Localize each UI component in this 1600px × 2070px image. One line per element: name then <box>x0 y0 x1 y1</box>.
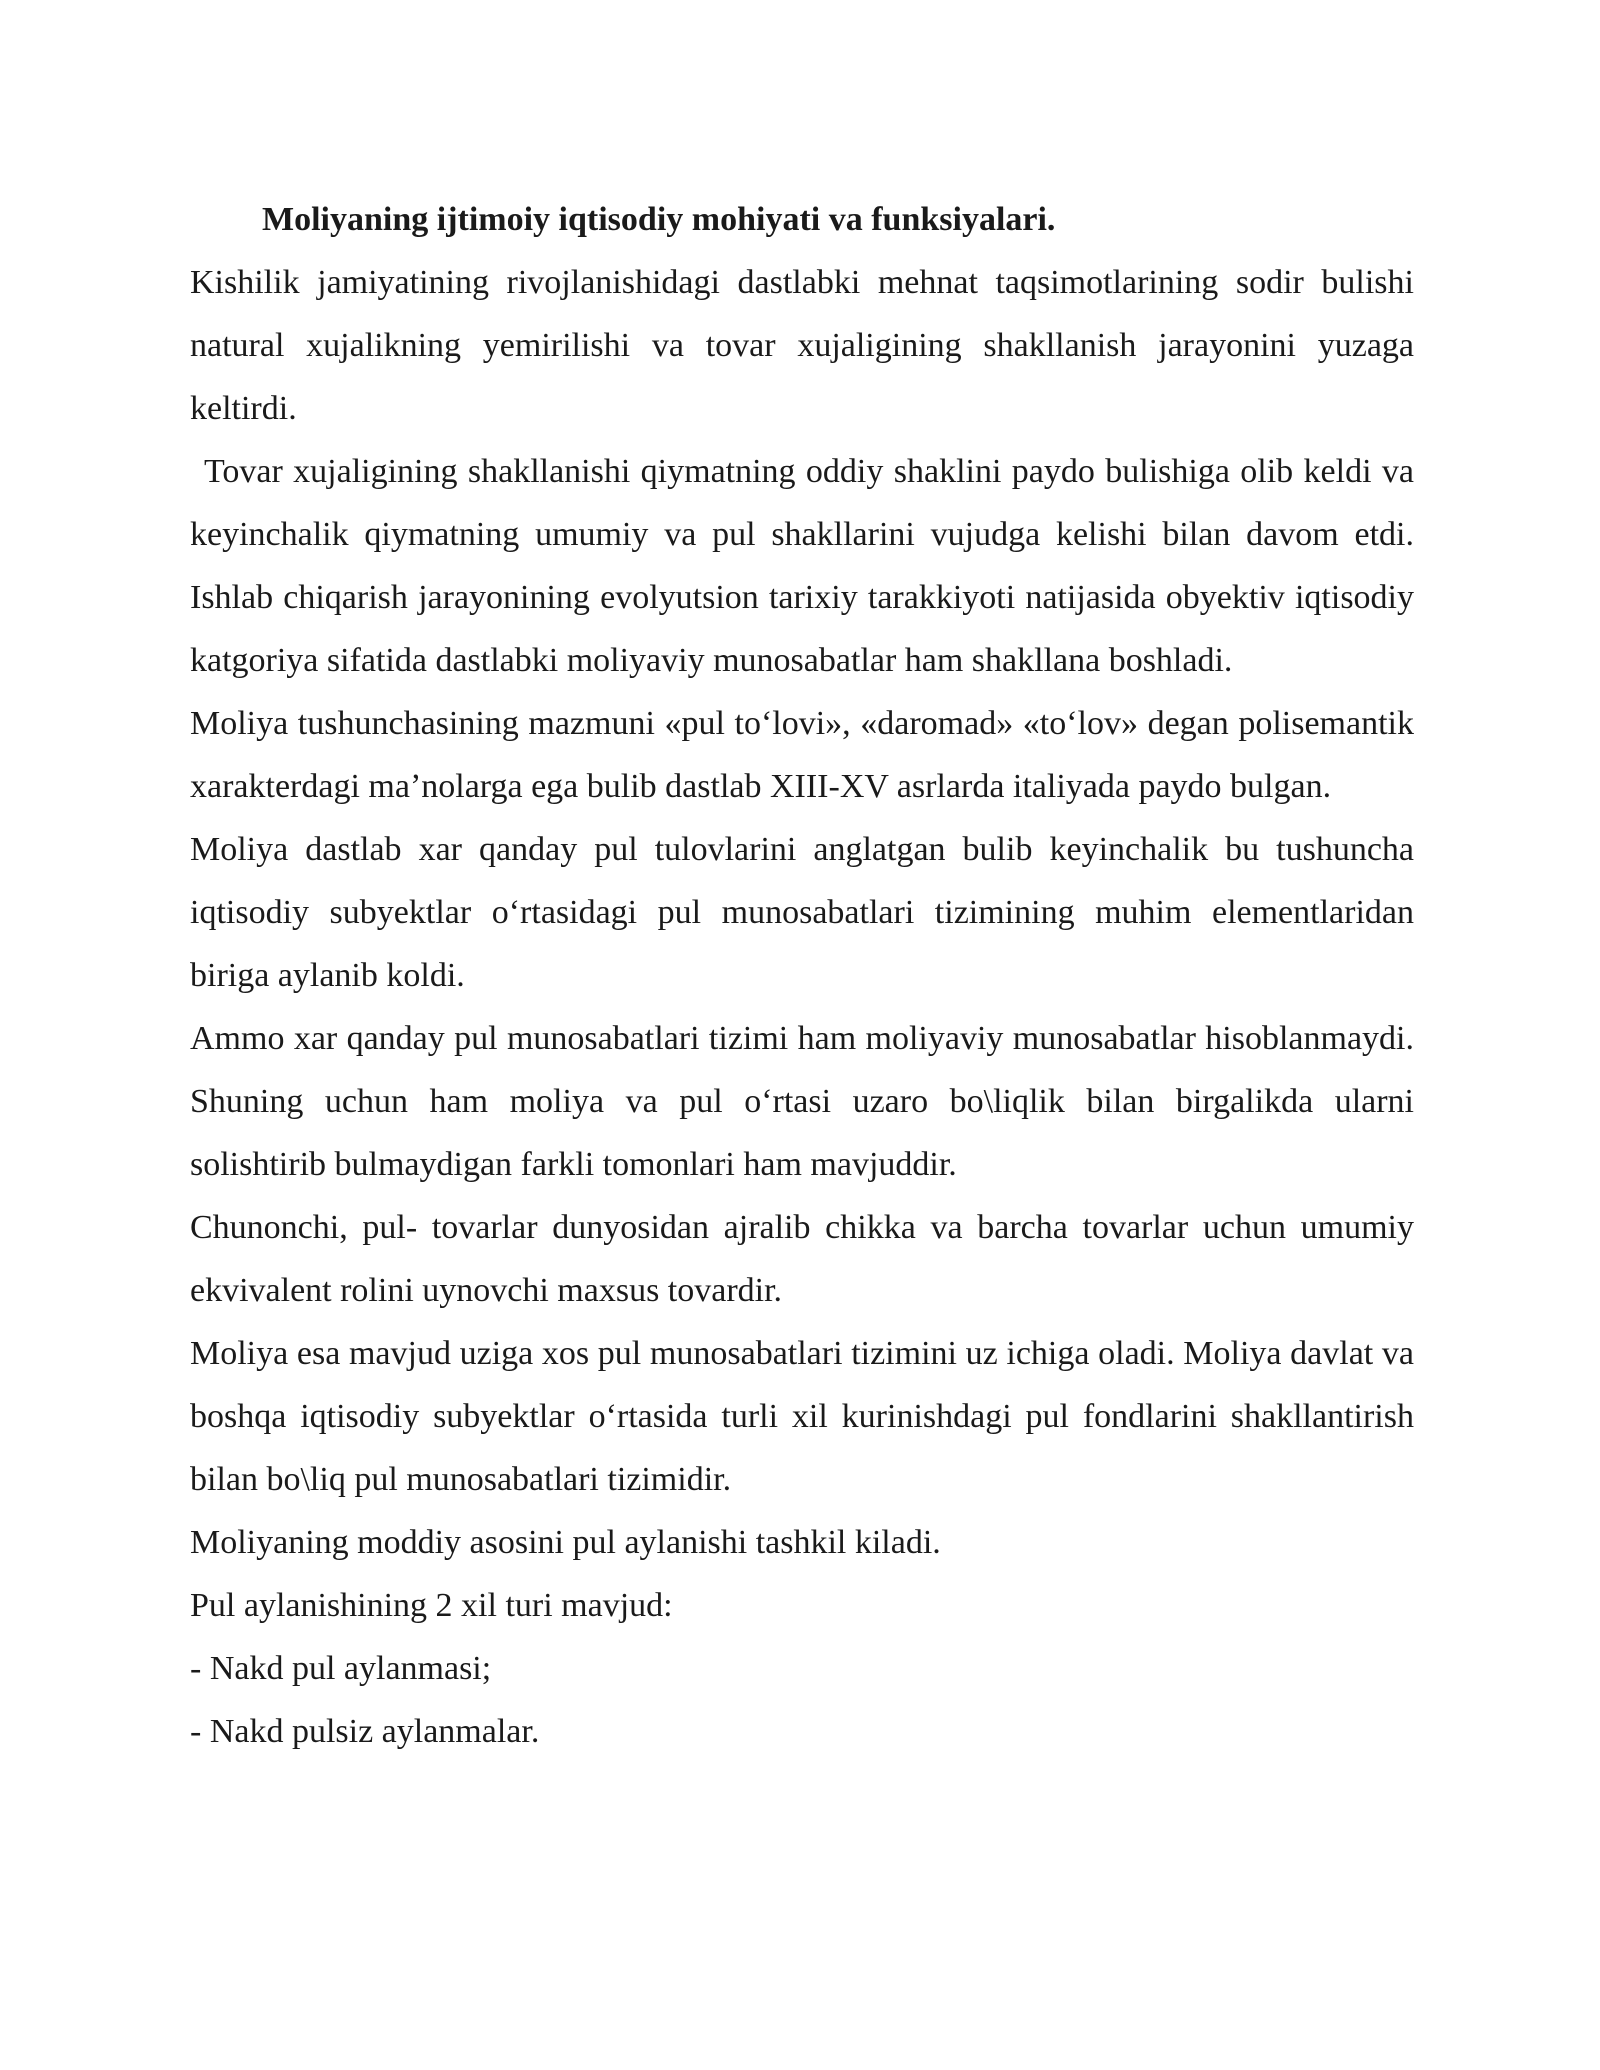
paragraph-2: Tovar xujaligining shakllanishi qiymatning oddiy shaklini paydo bulishiga olib keldi va keyinchalik qiymatning umumiy va pul shakllarini vujudga kelishi bilan davom etdi. Ishlab chiqarish jarayonining evolyutsion tarixiy tarakkiyoti natijasida obyektiv iqtisodiy katgoriya sifatida dastlabki moliyaviy munosabatlar ham shakllana boshladi. <box>190 453 1414 679</box>
list-item: - Nakd pul aylanmasi; <box>190 1650 492 1687</box>
paragraph-5: Ammo xar qanday pul munosabatlari tizimi ham moliyaviy munosabatlar hisoblanmaydi. Shuning uchun ham moliya va pul oʻrtasi uzaro bo\liqlik bilan birgalikda ularni solishtirib bulmaydigan farkli tomonlari ham mavjuddir. <box>190 1020 1414 1183</box>
paragraph-9: Pul aylanishining 2 xil turi mavjud: <box>190 1587 673 1624</box>
document-page <box>190 188 1414 1763</box>
paragraph-7: Moliya esa mavjud uziga xos pul munosabatlari tizimini uz ichiga oladi. Moliya davlat va boshqa iqtisodiy subyektlar oʻrtasida turli xil kurinishdagi pul fondlarini shakllantirish bilan bo\liq pul munosabatlari tizimidir. <box>190 1335 1414 1498</box>
paragraph-1: Kishilik jamiyatining rivojlanishidagi dastlabki mehnat taqsimotlarining sodir bulishi natural xujalikning yemirilishi va tovar xujaligining shakllanish jarayonini yuzaga keltirdi. <box>190 264 1414 427</box>
paragraph-8: Moliyaning moddiy asosini pul aylanishi tashkil kiladi. <box>190 1524 941 1561</box>
list-item: - Nakd pulsiz aylanmalar. <box>190 1713 540 1750</box>
paragraph-6: Chunonchi, pul- tovarlar dunyosidan ajralib chikka va barcha tovarlar uchun umumiy ekvivalent rolini uynovchi maxsus tovardir. <box>190 1209 1414 1309</box>
paragraph-3: Moliya tushunchasining mazmuni «pul toʻlovi», «daromad» «toʻlov» degan polisemantik xarakterdagi maʼnolarga ega bulib dastlab XIII-XV asrlarda italiyada paydo bulgan. <box>190 705 1414 805</box>
document-title: Moliyaning ijtimoiy iqtisodiy mohiyati va funksiyalari. <box>262 201 1056 238</box>
paragraph-4: Moliya dastlab xar qanday pul tulovlarini anglatgan bulib keyinchalik bu tushuncha iqtisodiy subyektlar oʻrtasidagi pul munosabatlari tizimining muhim elementlaridan biriga aylanib koldi. <box>190 831 1414 994</box>
